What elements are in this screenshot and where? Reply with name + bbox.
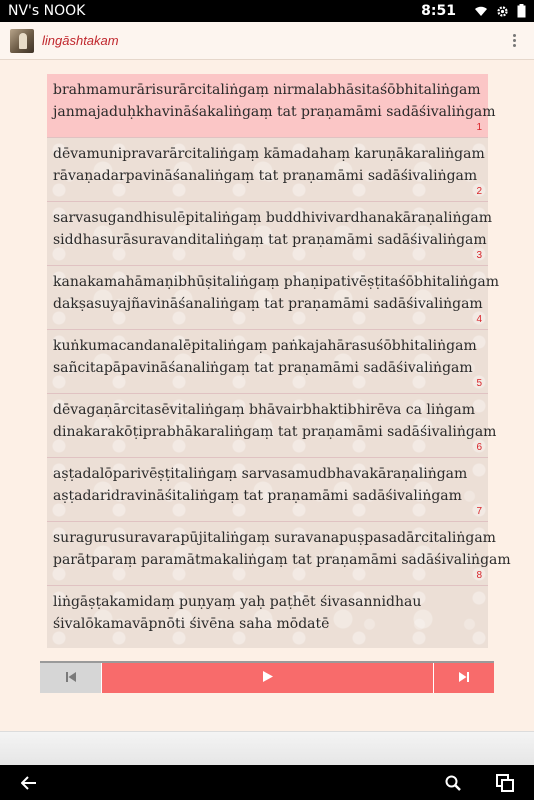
app-logo-icon [10, 29, 34, 53]
verse-line-1: kanakamahāmaṇibhūṣitaliṅgaṃ phaṇipativēṣṭitaśōbhitaliṅgam [53, 274, 500, 290]
verse-item-1[interactable] [47, 74, 496, 138]
verse-line-2: siddhasurāsuravanditaliṅgaṃ tat praṇamāmi sadāśivaliṅgam [53, 232, 487, 248]
verse-line-1: kuṅkumacandanalēpitaliṅgaṃ paṅkajahārasuśōbhitaliṅgam [53, 338, 477, 354]
verse-line-2: śivalōkamavāpnōti śivēna saha mōdatē [53, 616, 330, 632]
verse-item-6[interactable] [47, 394, 497, 458]
verse-item-2[interactable] [47, 138, 488, 202]
status-bar [0, 0, 534, 22]
previous-button[interactable] [40, 663, 101, 693]
app-bar [0, 22, 534, 60]
verse-number: 8 [476, 570, 482, 581]
system-nav-bar [0, 765, 534, 800]
device-name: NV's NOOK [8, 3, 86, 19]
verse-line-2: janmajaduḥkhavināśakaliṅgaṃ tat praṇamāmi sadāśivaliṅgam [53, 104, 496, 120]
verse-item-9[interactable] [47, 586, 488, 648]
verse-line-1: dēvamunipravarārcitaliṅgaṃ kāmadahaṃ karuṇākaraliṅgam [53, 146, 485, 162]
verse-item-5[interactable] [47, 330, 488, 394]
play-button[interactable] [101, 663, 434, 693]
verse-number: 6 [476, 442, 482, 453]
verse-line-2: aṣṭadaridravināśitaliṅgaṃ tat praṇamāmi sadāśivaliṅgam [53, 488, 462, 504]
verse-line-2: dinakarakōṭiprabhākaraliṅgaṃ tat praṇamāmi sadāśivaliṅgam [53, 424, 497, 440]
back-arrow-icon[interactable] [14, 768, 44, 798]
verse-line-1: brahmamurārisurārcitaliṅgaṃ nirmalabhāsitaśōbhitaliṅgam [53, 82, 481, 98]
verse-line-2: rāvaṇadarpavināśanaliṅgaṃ tat praṇamāmi sadāśivaliṅgam [53, 168, 478, 184]
verse-item-4[interactable] [47, 266, 500, 330]
bottom-strip [0, 731, 534, 765]
verse-number: 7 [476, 506, 482, 517]
verse-number: 4 [476, 314, 482, 325]
audio-player-controls [40, 661, 494, 693]
verse-list [47, 74, 511, 648]
app-title: lingāshtakam [42, 33, 119, 48]
verse-line-2: parātparaṃ paramātmakaliṅgaṃ tat praṇamāmi sadāśivaliṅgam [53, 552, 511, 568]
verse-line-1: sarvasugandhisulēpitaliṅgaṃ buddhivivardhanakāraṇaliṅgam [53, 210, 493, 226]
verse-line-1: aṣṭadalōparivēṣṭitaliṅgaṃ sarvasamudbhavakāraṇaliṅgam [53, 466, 468, 482]
battery-icon [517, 4, 526, 18]
search-icon[interactable] [438, 768, 468, 798]
recent-apps-icon[interactable] [490, 768, 520, 798]
verse-item-7[interactable] [47, 458, 488, 522]
verse-line-2: dakṣasuyajñavināśanaliṅgaṃ tat praṇamāmi sadāśivaliṅgam [53, 296, 483, 312]
skip-previous-icon [66, 669, 76, 687]
verse-line-1: dēvagaṇārcitasēvitaliṅgaṃ bhāvairbhaktibhirēva ca liṅgam [53, 402, 475, 418]
verse-line-1: liṅgāṣṭakamidaṃ puṇyaṃ yaḥ paṭhēt śivasannidhau [53, 594, 422, 610]
clock: 8:51 [421, 3, 456, 19]
play-icon [263, 669, 273, 687]
skip-next-icon [459, 669, 469, 687]
next-button[interactable] [434, 663, 494, 693]
verse-item-3[interactable] [47, 202, 493, 266]
verse-line-1: suragurusuravarapūjitaliṅgaṃ suravanapuṣpasadārcitaliṅgam [53, 530, 496, 546]
verse-number: 2 [476, 186, 482, 197]
verse-line-2: sañcitapāpavināśanaliṅgaṃ tat praṇamāmi sadāśivaliṅgam [53, 360, 473, 376]
verse-number: 5 [476, 378, 482, 389]
verse-item-8[interactable] [47, 522, 511, 586]
wifi-icon [474, 5, 488, 17]
gear-icon [496, 5, 509, 18]
verse-number: 3 [476, 250, 482, 261]
overflow-menu-icon[interactable] [504, 29, 524, 53]
verse-number: 1 [476, 122, 482, 133]
